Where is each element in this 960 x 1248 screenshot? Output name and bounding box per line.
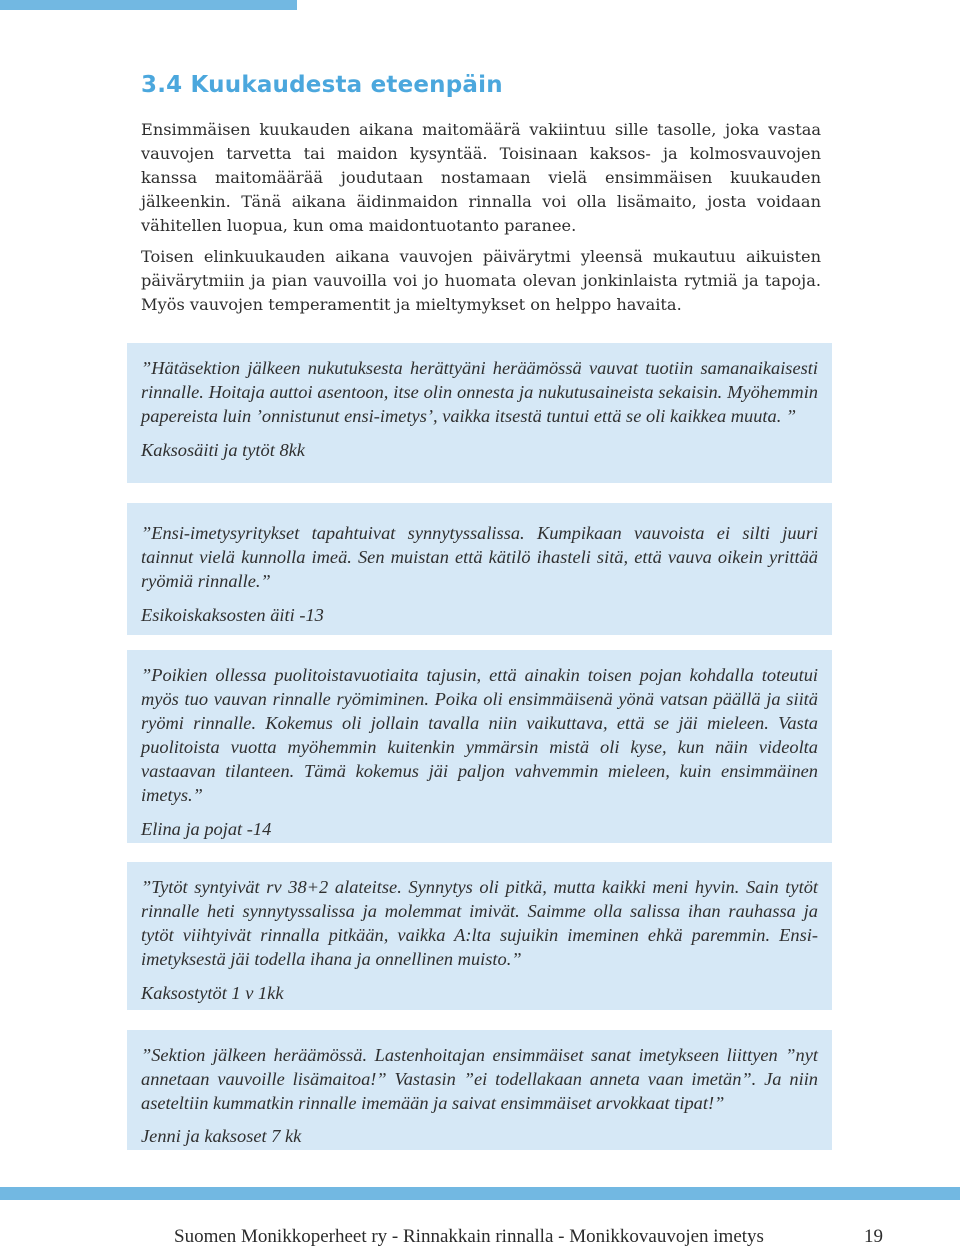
quote-box [127,503,832,635]
section-heading: 3.4 Kuukaudesta eteenpäin [141,72,503,98]
quote-box [127,862,832,1010]
quote-box [127,650,832,843]
body-paragraph: Ensimmäisen kuukauden aikana maitomäärä vakiintuu sille tasolle, joka vastaa vauvojen tarvetta tai maidon kysyntää. Toisinaan kaksos- ja kolmosvauvojen kanssa maitomäärää joudutaan nostamaan vielä ensimmäisen kuukauden jälkeenkin. Tänä aikana äidinmaidon rinnalla voi olla lisämaito, josta voidaan vähitellen luopua, kun oma maidontuotanto paranee. [141,120,821,235]
footer-text: Suomen Monikkoperheet ry - Rinnakkain rinnalla - Monikkovauvojen imetys [174,1226,764,1247]
quote-text: ”Poikien ollessa puolitoistavuotiaita tajusin, että ainakin toisen pojan kohdalla toteutui myös tuo vauvan rinnalle ryömiminen. Poika oli ensimmäisenä yönä vatsan päällä ja siitä ryömi rinnalle. Kokemus oli jollain tavalla niin vaikuttava, että se jäi mieleen. Vasta puolitoista vuotta myöhemmin kuitenkin ymmärsin mistä oli kyse, kun näin videolta vastaavan tilanteen. Tämä kokemus jäi paljon vahvemmin mieleen, kuin ensimmäinen imetys.” [141,665,818,805]
quote-source: Kaksostytöt 1 v 1kk [141,983,284,1003]
quote-text: ”Ensi-imetysyritykset tapahtuivat synnytyssalissa. Kumpikaan vauvoista ei silti juuri tainnut vielä kunnolla imeä. Sen muistan että kätilö ihasteli sitä, että vauva oikein yrittää ryömiä rinnalle.” [141,523,818,591]
quote-source: Kaksosäiti ja tytöt 8kk [141,440,305,460]
quote-box [127,1030,832,1150]
quote-text: ”Sektion jälkeen heräämössä. Lastenhoitajan ensimmäiset sanat imetykseen liittyen ”nyt annetaan vauvoille lisämaitoa!” Vastasin ”ei todellakaan anneta vaan imetän”. Ja niin aseteltiin kummatkin rinnalle imemään ja saivat ensimmäiset arvokkaat tipat!” [141,1045,818,1113]
quote-box [127,343,832,483]
page-number: 19 [864,1226,883,1247]
body-paragraph: Toisen elinkuukauden aikana vauvojen päivärytmi yleensä mukautuu aikuisten päivärytmiin ja pian vauvoilla voi jo huomata olevan jonkinlaista rytmiä ja tapoja. Myös vauvojen temperamentit ja mieltymykset on helppo havaita. [141,247,821,314]
footer-accent-bar [0,1187,960,1200]
quote-source: Elina ja pojat -14 [141,819,272,839]
quote-text: ”Hätäsektion jälkeen nukutuksesta herättyäni heräämössä vauvat tuotiin samanaikaisesti rinnalle. Hoitaja auttoi asentoon, itse olin onnesta ja nukutusaineista sekaisin. Myöhemmin papereista luin ’onnistunut ensi-imetys’, vaikka itsestä tuntui että se oli kaikkea muuta. ” [141,358,818,426]
top-accent-bar [0,0,297,10]
quote-source: Jenni ja kaksoset 7 kk [141,1126,302,1146]
quote-text: ”Tytöt syntyivät rv 38+2 alateitse. Synnytys oli pitkä, mutta kaikki meni hyvin. Sain tytöt rinnalle heti synnytyssalissa ja molemmat imivät. Saimme olla salissa ihan rauhassa ja tytöt viihtyivät rinnalla pitkään, vaikka A:lta sujuikin imeminen ehkä paremmin. Ensi-imetyksestä jäi todella ihana ja onnellinen muisto.” [141,877,818,969]
quote-source: Esikoiskaksosten äiti -13 [141,605,324,625]
